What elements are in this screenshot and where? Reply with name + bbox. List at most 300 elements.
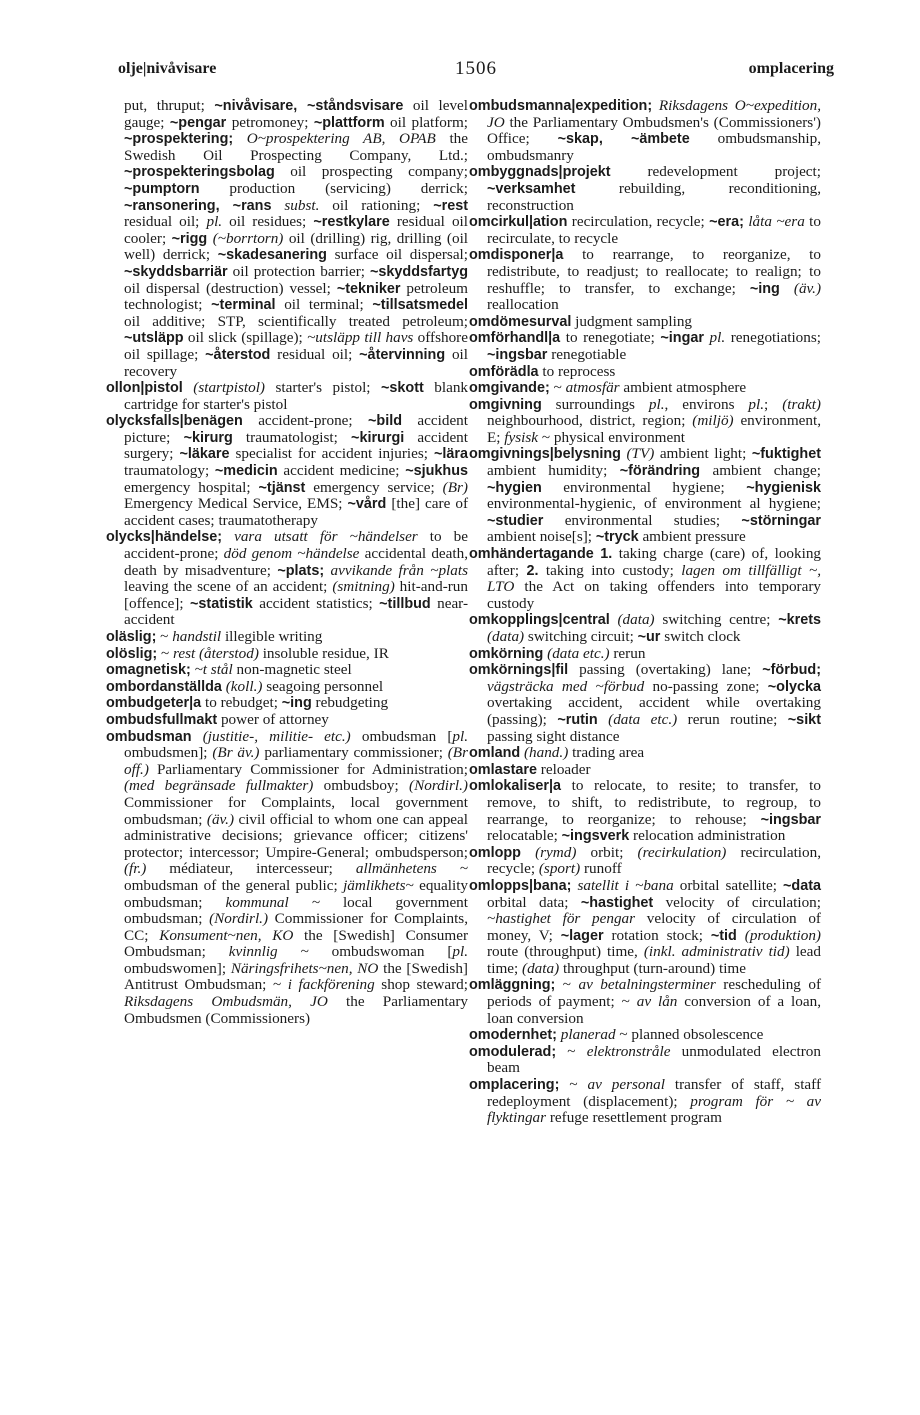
definition-text: oil recovery <box>124 345 468 380</box>
dictionary-entry <box>469 98 821 164</box>
headword: ~ingsbar <box>487 346 548 363</box>
italic-label: handstil <box>172 628 222 645</box>
headword: ollon|pistol <box>106 380 183 397</box>
definition-text: to renegotiate; <box>560 329 661 347</box>
definition-text: redevelopment project; <box>610 163 821 181</box>
definition-text: ambient atmosphere <box>619 379 747 397</box>
definition-text: residual oil; <box>270 345 360 363</box>
definition-text: to rearrange, to reorganize, to redistribute, to readjust; to reallocate; to realign; to reshuffle; to transfer, to exchange; <box>487 246 821 297</box>
definition-text: renegotiations; <box>725 329 821 347</box>
italic-label: vara utsatt för ~händelser <box>234 528 418 546</box>
headword: ~verksamhet <box>487 180 576 197</box>
definition-text: rebudgeting <box>311 694 389 712</box>
italic-label: lagen om tillfälligt ~, LTO <box>487 561 821 596</box>
headword: ~lära <box>434 446 469 463</box>
definition-text <box>737 927 745 944</box>
definition-text: ~ planned obsolescence <box>615 1026 764 1044</box>
headword: omlokaliser|a <box>469 778 562 795</box>
dictionary-entry <box>469 380 821 397</box>
definition-text: the Parliamentary Ombudsmen's (Commissioners') Office; <box>487 113 821 148</box>
definition-text: ambient humidity; <box>487 462 620 480</box>
italic-label: Riksdagens Ombudsmän, JO <box>124 993 328 1011</box>
headword: omplacering; <box>469 1077 560 1094</box>
dictionary-entry <box>469 214 821 247</box>
definition-text: oil protection barrier; <box>227 262 371 280</box>
definition-text <box>183 379 193 396</box>
dictionary-entry <box>469 878 821 978</box>
italic-label: elektronstråle <box>586 1042 671 1060</box>
headword: ~rutin <box>557 711 598 728</box>
headword: ~förändring <box>619 463 701 480</box>
italic-label: (startpistol) <box>193 379 265 397</box>
dictionary-entry <box>106 679 468 696</box>
definition-text: oil level gauge; <box>124 97 468 131</box>
headword: ~plattform <box>313 114 385 131</box>
header-right-guideword: omplacering <box>748 60 834 77</box>
headword: ombudsfullmakt <box>106 711 218 728</box>
italic-label: fysisk <box>504 428 539 446</box>
dictionary-entry <box>106 695 468 712</box>
definition-text: oil dispersal (destruction) vessel; <box>124 279 337 297</box>
definition-text: oil (drilling) rig, drilling (oil well) derrick; <box>124 229 469 264</box>
headword: ~skott <box>381 380 424 397</box>
headword: ~statistik <box>190 595 253 612</box>
headword: omgivnings|belysning <box>469 446 621 463</box>
definition-text: illegible writing <box>221 628 323 645</box>
italic-label: (recirkulation) <box>637 843 727 861</box>
definition-text: the Parliamentary Ombudsmen (Commissioners) <box>124 993 468 1027</box>
definition-text: accidental death, death by misadventure; <box>124 545 468 579</box>
dictionary-entry <box>106 98 468 380</box>
dictionary-entry <box>469 330 821 363</box>
definition-text: refuge resettlement program <box>546 1109 722 1127</box>
definition-text: starter's pistol; <box>265 379 381 397</box>
headword: ombudgeter|a <box>106 695 202 712</box>
definition-text: to reprocess <box>538 362 616 380</box>
definition-text: environmental studies; <box>543 511 742 529</box>
definition-text: environmental hygiene; <box>541 478 747 496</box>
page-header <box>118 58 834 84</box>
definition-text: ~ <box>555 976 579 994</box>
italic-label: (rymd) <box>535 843 577 861</box>
italic-label: (smitning) <box>332 578 395 596</box>
dictionary-entry <box>469 778 821 844</box>
definition-text: the Swedish Oil Prospecting Company, Ltd.; <box>124 130 468 164</box>
definition-text: ambient change; <box>700 462 821 480</box>
definition-text: orbital satellite; <box>673 876 783 894</box>
headword: ~skyddsfartyg <box>370 263 468 280</box>
italic-label: pl. <box>452 943 469 961</box>
headword: ~ing <box>281 695 312 712</box>
definition-text: rescheduling of periods of payment; ~ <box>487 976 821 1011</box>
headword: omland <box>469 745 521 762</box>
headword: omläggning; <box>469 977 556 994</box>
definition-text: conversion of a loan, loan conversion <box>487 993 821 1027</box>
definition-text <box>652 97 659 114</box>
definition-text: civil official to whom one can appeal administrative decisions; grievance officer; citizens' protector; intercessor; Umpire-General; ombudsperson; <box>124 810 469 861</box>
headword: ~tillbud <box>379 595 431 612</box>
definition-text: passing (overtaking) lane; <box>568 661 763 679</box>
definition-text: ombudsman [ <box>350 727 453 745</box>
headword: ~fuktighet <box>751 446 821 463</box>
dictionary-entry <box>469 1027 821 1044</box>
definition-text: emergency service; <box>305 478 443 496</box>
headword: ~skap, ~ämbete <box>557 131 690 148</box>
italic-label: (justitie-, militie- etc.) <box>202 727 351 745</box>
headword: ~ur <box>637 629 661 645</box>
headword: ombudsmanna|expedition; <box>469 98 653 114</box>
definition-text: ~ <box>556 1042 587 1060</box>
headword: ~olycka <box>767 678 821 695</box>
headword: omodulerad; <box>469 1043 557 1060</box>
italic-label: (produktion) <box>744 926 821 944</box>
italic-label: (inkl. administrativ tid) <box>643 943 790 961</box>
headword: ~nivåvisare, ~ståndsvisare <box>214 98 404 114</box>
definition-text: judgment sampling <box>571 312 693 330</box>
definition-text: ~ <box>559 1076 588 1094</box>
definition-text <box>271 197 284 214</box>
definition-text: ombudswoman [ <box>308 943 453 961</box>
headword: ~återstod <box>205 346 271 363</box>
dictionary-entry <box>106 413 468 529</box>
headword: omodernhet; <box>469 1027 557 1044</box>
page-number: 1506 <box>455 58 497 79</box>
definition-text: switching circuit; <box>524 628 638 645</box>
italic-label: kommunal ~ <box>225 893 320 911</box>
headword: ~hygien <box>487 479 542 496</box>
definition-text: , environs <box>664 395 749 413</box>
italic-label: atmosfär <box>565 379 620 397</box>
headword: omcirkul|ation <box>469 214 568 231</box>
dictionary-entry <box>469 646 821 663</box>
dictionary-entry <box>469 662 821 745</box>
definition-text: ambient noise[s]; <box>487 528 596 546</box>
headword: omgivning <box>469 396 542 413</box>
definition-text: put, thruput; <box>124 97 215 114</box>
headword: ombyggnads|projekt <box>469 164 611 181</box>
dictionary-entry <box>469 314 821 331</box>
definition-text: production (servicing) derrick; <box>199 179 468 197</box>
headword: ~sikt <box>787 711 821 728</box>
definition-text <box>598 711 608 728</box>
headword: oläslig; <box>106 629 157 645</box>
definition-text: velocity of circulation of money, V; <box>487 910 821 944</box>
definition-text: local government ombudsman; <box>124 893 468 928</box>
definition-text: oil prospecting company; <box>274 163 468 181</box>
italic-label: (Nordirl.) <box>209 910 269 928</box>
definition-text: offshore oil spillage; <box>124 329 468 363</box>
definition-text: power of attorney <box>217 710 329 728</box>
italic-label: (Br off.) <box>124 744 468 778</box>
definition-text: ombudsboy; <box>313 777 410 795</box>
definition-text: Emergency Medical Service, EMS; <box>124 495 348 513</box>
italic-label: (med begränsade fullmakter) <box>124 777 314 795</box>
definition-text: accident surgery; <box>124 428 468 463</box>
definition-text: trading area <box>568 744 645 762</box>
definition-text: reallocation <box>487 296 559 314</box>
italic-label: (miljö) <box>692 412 734 430</box>
dictionary-entry <box>106 529 468 629</box>
italic-label: pl. <box>452 727 469 745</box>
italic-label: (data) <box>487 628 525 645</box>
dictionary-entry <box>106 380 468 413</box>
dictionary-entry <box>106 646 468 663</box>
italic-label: Riksdagens O~expedition, JO <box>487 97 821 131</box>
headword: ~hastighet <box>580 894 654 911</box>
headword: 2. <box>526 562 539 579</box>
italic-label: Näringsfrihets~nen, NO <box>230 959 379 977</box>
headword: ~tryck <box>595 529 639 546</box>
italic-label: pl. <box>648 395 665 413</box>
definition-text: Commissioner for Complaints, CC; <box>124 910 469 944</box>
definition-text: equality ombudsman; <box>124 876 469 911</box>
definition-text: [the] care of accident cases; traumatotherapy <box>124 495 468 529</box>
definition-text: environment, E; <box>487 412 822 446</box>
italic-label: (TV) <box>626 445 655 463</box>
definition-text: médiateur, intercesseur; <box>146 860 356 878</box>
italic-label: jämlikhets~ <box>343 876 414 894</box>
definition-text: passing sight distance <box>487 727 620 745</box>
definition-text: blank cartridge for starter's pistol <box>124 379 469 413</box>
italic-label: vägsträcka med ~förbud <box>487 677 645 695</box>
headword: ~ing <box>749 280 780 297</box>
header-left-guideword: olje|nivåvisare <box>118 60 217 77</box>
definition-text: shop steward; <box>374 976 468 994</box>
headword: ~sjukhus <box>405 463 468 480</box>
definition-text: ambient light; <box>654 445 752 463</box>
dictionary-entry <box>106 729 468 1028</box>
italic-label: (Br) <box>442 478 468 496</box>
italic-label: av betalningsterminer <box>578 976 716 994</box>
dictionary-entry <box>469 977 821 1027</box>
dictionary-entry <box>469 1044 821 1077</box>
italic-label: ~hastighet för pengar <box>487 910 636 928</box>
definition-text: near-accident <box>124 594 468 629</box>
definition-text: the Act on taking offenders into temporary custody <box>487 578 821 612</box>
headword: ~bild <box>368 413 403 430</box>
definition-text: accident statistics; <box>252 594 380 612</box>
headword: ~vård <box>347 496 387 513</box>
italic-label: av personal <box>587 1076 665 1094</box>
headword: ~pengar <box>169 114 227 131</box>
italic-label: pl. <box>206 213 223 231</box>
definition-text: ombudswomen]; <box>124 959 231 977</box>
definition-text: orbit; <box>576 843 638 861</box>
headword: ~läkare <box>179 446 230 463</box>
headword: ~pumptorn <box>124 180 200 197</box>
headword: omkopplings|central <box>469 612 610 629</box>
italic-label: (data) <box>617 611 655 629</box>
definition-text: to be accident-prone; <box>124 528 469 563</box>
italic-label: (koll.) <box>225 677 263 695</box>
definition-text: to recirculate, to recycle <box>487 213 821 247</box>
definition-text: emergency hospital; <box>124 478 259 496</box>
definition-text: velocity of circulation; <box>653 893 821 911</box>
left-column <box>106 98 468 1027</box>
headword: ~kirurg <box>183 429 233 446</box>
italic-label: ~utsläpp till havs <box>307 329 414 347</box>
headword: ~restkylare <box>313 214 390 231</box>
headword: 1. <box>600 546 613 563</box>
italic-label: (data etc.) <box>608 710 678 728</box>
italic-label: allmänhetens ~ <box>355 860 468 878</box>
headword: ~tid <box>710 927 737 944</box>
headword: ~medicin <box>214 463 278 480</box>
definition-text: to rebudget; <box>201 694 282 712</box>
definition-text: traumatologist; <box>232 428 352 446</box>
definition-text: ombudsmen]; <box>124 744 213 762</box>
definition-text: petroleum technologist; <box>124 279 468 314</box>
italic-label: ~t stål <box>194 661 233 679</box>
headword: ~skyddsbarriär <box>124 263 228 280</box>
definition-text: taking into custody; <box>538 561 682 579</box>
headword: ~rest <box>433 197 468 214</box>
headword: ~störningar <box>741 512 821 529</box>
definition-text: rerun routine; <box>677 710 788 728</box>
definition-text <box>233 130 247 147</box>
headword: ~ransonering, ~rans <box>124 197 272 214</box>
headword: omdömesurval <box>469 313 572 330</box>
italic-label: (~borrtorn) <box>212 229 284 247</box>
definition-text: to relocate, to resite; to transfer, to remove, to shift, to redistribute, to regroup, to rearrange, to reorganize; to rehouse; <box>487 777 821 828</box>
headword: ~era; <box>709 214 744 231</box>
headword: omdisponer|a <box>469 247 564 264</box>
italic-label: pl. <box>709 329 726 347</box>
definition-text: reloader <box>537 760 591 778</box>
dictionary-entry <box>469 364 821 381</box>
definition-text: oil terminal; <box>275 296 373 314</box>
definition-text <box>521 844 535 861</box>
definition-text: ~ physical environment <box>538 428 686 446</box>
definition-text: oil residues; <box>222 213 314 231</box>
definition-text: overtaking accident, accident while overtaking (passing); <box>487 694 821 728</box>
headword: ~skadesanering <box>217 247 327 264</box>
dictionary-entry <box>469 745 821 762</box>
definition-text: specialist for accident injuries; <box>229 445 434 463</box>
definition-text: accident picture; <box>124 412 468 446</box>
definition-text: traumatology; <box>124 462 215 480</box>
definition-text: ; <box>764 395 783 413</box>
definition-text: environmental-hygienic, of environment al hygiene; <box>487 495 821 513</box>
definition-text: oil rationing; <box>319 196 434 214</box>
definition-text: hit-and-run [offence]; <box>124 578 468 612</box>
definition-text: lead time; <box>487 943 822 977</box>
definition-text: rotation stock; <box>603 926 711 944</box>
italic-label: död genom ~händelse <box>223 545 360 563</box>
headword: ~tillsatsmedel <box>372 297 468 314</box>
italic-label: avvikande från ~plats <box>330 561 468 579</box>
definition-text: switch clock <box>660 628 741 645</box>
definition-text: ombudsmanship, ombudsmanry <box>487 130 821 164</box>
headword: ~prospekteringsbolag <box>124 164 275 181</box>
headword: ombudsman <box>106 728 192 745</box>
definition-text: rebuilding, reconditioning, reconstruction <box>487 179 821 214</box>
italic-label: pl. <box>748 395 765 413</box>
italic-label: (Nordirl.) <box>409 777 468 795</box>
definition-text: recirculation, recycle; <box>487 843 822 878</box>
definition-text: petromoney; <box>226 113 314 131</box>
headword: ~tekniker <box>336 280 401 297</box>
headword: ~plats; <box>277 562 325 579</box>
dictionary-entry <box>469 164 821 214</box>
definition-text: taking charge (care) of, looking after; <box>487 545 822 579</box>
italic-label: rest (återstod) <box>172 644 259 662</box>
definition-text: the [Swedish] Antitrust Ombudsman; ~ <box>124 959 468 994</box>
italic-label: (trakt) <box>782 395 821 413</box>
definition-text: leaving the scene of an accident; <box>124 578 333 596</box>
definition-text: parliamentary commissioner; <box>259 744 448 762</box>
dictionary-entry <box>469 612 821 645</box>
definition-text: renegotiable <box>547 345 627 363</box>
headword: omgivande; <box>469 380 550 397</box>
definition-text: switching centre; <box>654 611 779 629</box>
definition-text: neighbourhood, district, region; <box>487 412 693 430</box>
definition-text: surroundings <box>541 395 649 413</box>
headword: ~kirurgi <box>351 429 405 446</box>
headword: olycks|händelse; <box>106 529 223 546</box>
headword: ~terminal <box>211 297 276 314</box>
definition-text <box>222 528 234 545</box>
italic-label: Konsument~nen, KO <box>159 926 294 944</box>
headword: omkörning <box>469 645 544 662</box>
definition-text: ombudsman of the general public; <box>124 876 344 894</box>
headword: ~rigg <box>171 230 208 247</box>
headword: ~hygienisk <box>746 479 821 496</box>
definition-text: route (throughput) time, <box>487 943 644 961</box>
italic-label: (Br äv.) <box>212 744 260 762</box>
definition-text: accident medicine; <box>277 462 406 480</box>
headword: omförädla <box>469 363 539 380</box>
italic-label: (data) <box>522 959 560 977</box>
definition-text: rerun <box>609 644 646 662</box>
headword: ombordanställda <box>106 678 222 695</box>
definition-text <box>192 728 203 745</box>
definition-text: seagoing personnel <box>262 677 384 695</box>
headword: ~tjänst <box>258 479 306 496</box>
definition-text: ~ <box>156 628 173 645</box>
headword: ~förbud; <box>762 662 821 679</box>
headword: olycksfalls|benägen <box>106 413 243 430</box>
headword: ~studier <box>487 512 544 529</box>
headword: ~krets <box>778 612 822 629</box>
dictionary-entry <box>469 1077 821 1127</box>
headword: ~lager <box>560 927 604 944</box>
italic-label: O~prospektering AB, OPAB <box>246 130 436 148</box>
headword: omlastare <box>469 761 537 778</box>
headword: ~utsläpp <box>124 330 184 347</box>
definition-text: recirculation, recycle; <box>567 213 710 231</box>
dictionary-entry <box>469 446 821 546</box>
headword: olöslig; <box>106 645 158 662</box>
definition-text: transfer of staff, staff redeployment (displacement); <box>487 1076 821 1110</box>
headword: ~återvinning <box>359 346 446 363</box>
definition-text: oil platform; <box>384 113 468 131</box>
italic-label: program för ~ av flyktingar <box>487 1092 822 1127</box>
italic-label: (äv.) <box>793 279 822 297</box>
italic-label: av lån <box>636 993 678 1011</box>
headword: ~prospektering; <box>124 131 234 148</box>
definition-text: insoluble residue, IR <box>258 644 389 662</box>
dictionary-entry <box>106 662 468 679</box>
definition-text: residual oil cooler; <box>124 213 468 247</box>
headword: ~ingsverk <box>561 828 630 845</box>
headword: omlopps|bana; <box>469 877 572 894</box>
italic-label: (äv.) <box>206 810 235 828</box>
dictionary-entry <box>106 629 468 646</box>
italic-label: (hand.) <box>523 744 569 762</box>
definition-text: runoff <box>580 860 622 878</box>
dictionary-entry <box>469 762 821 779</box>
